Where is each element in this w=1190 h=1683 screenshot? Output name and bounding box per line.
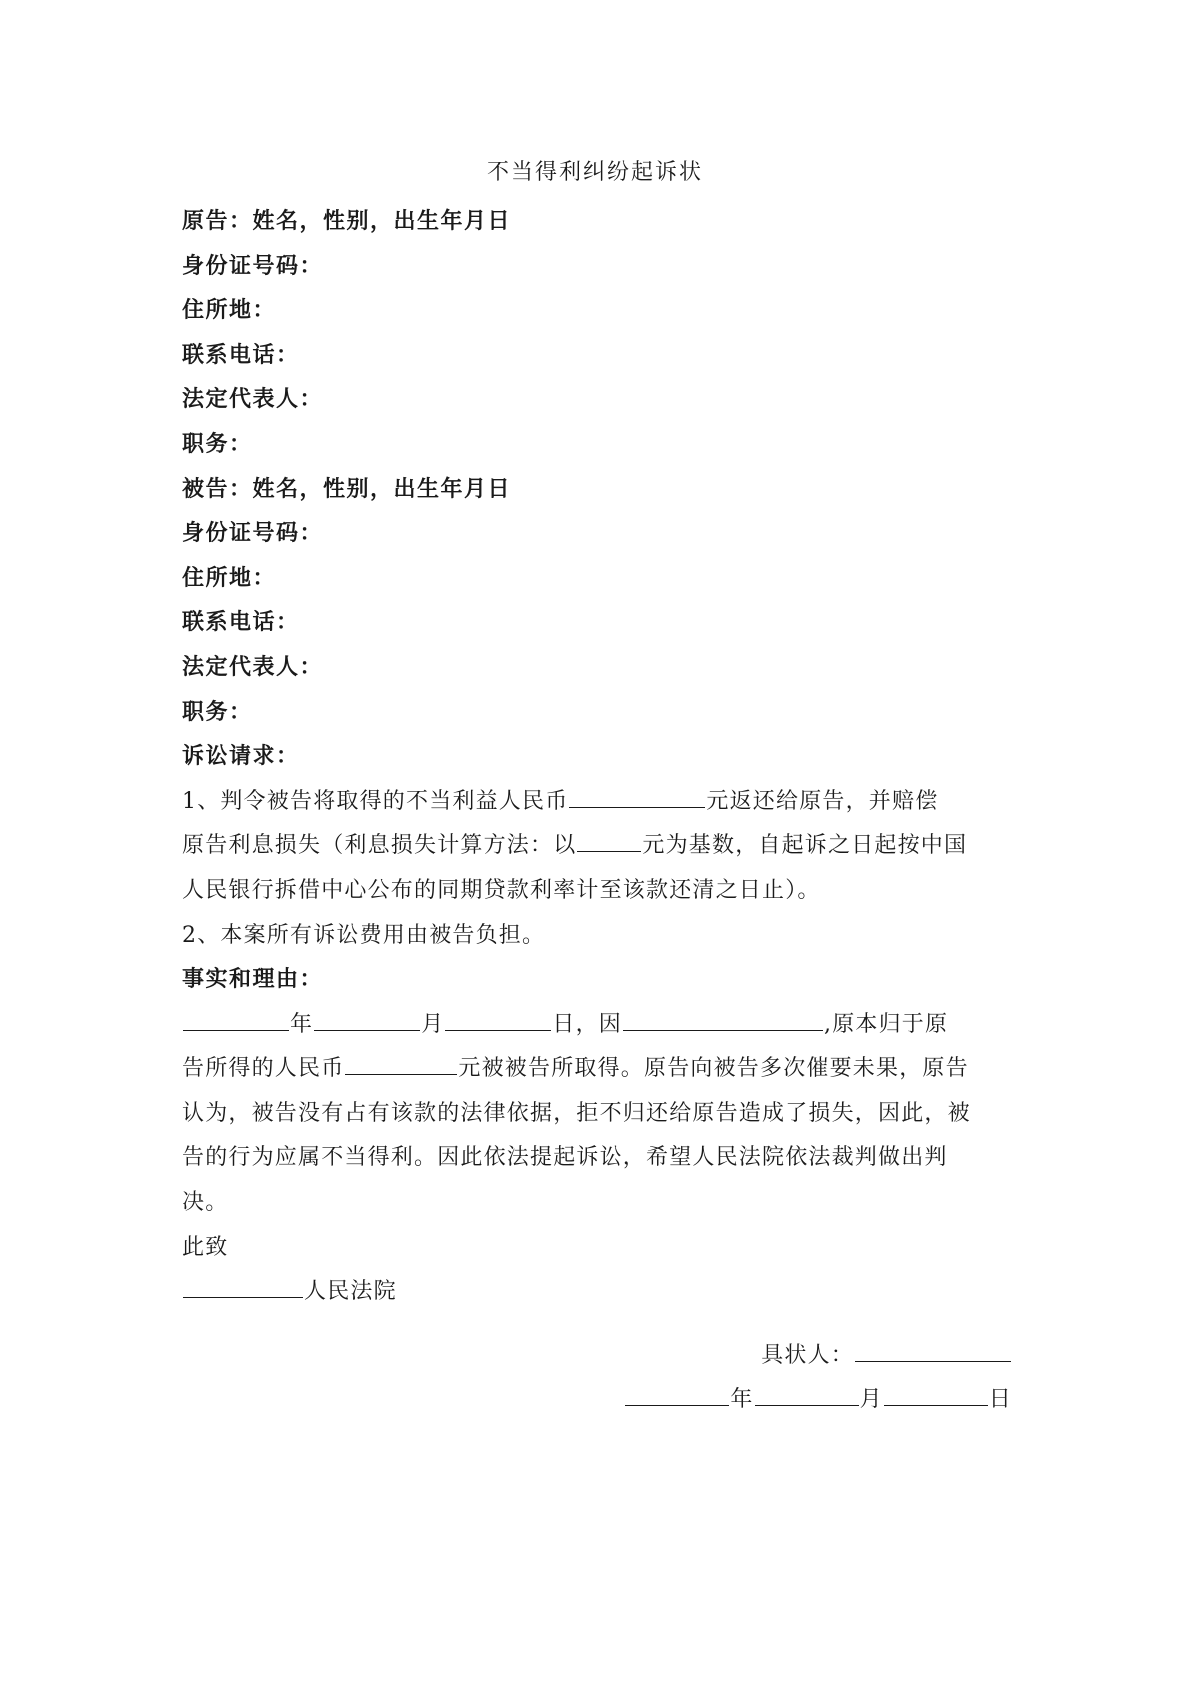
facts-line-1 [182,1003,1012,1048]
facts-line-2-a: 告所得的人民币 [182,1056,345,1082]
facts-heading: 事实和理由： [182,967,324,993]
facts-line-3: 认为，被告没有占有该款的法律依据，拒不归还给原告造成了损失，因此，被 [182,1100,971,1126]
signer-label: 具状人： [761,1343,854,1368]
closing-court-line [182,1270,1012,1315]
claim-1-text-c: 原告利息损失（利息损失计算方法：以 [182,833,577,859]
month-label: 月 [421,1011,445,1037]
sign-month-label: 月 [859,1387,883,1412]
document-body [182,200,1012,1315]
claim-1-text-a: 1、判令被告将取得的不当利益人民币 [182,788,569,814]
sign-day-label: 日 [988,1387,1012,1412]
claim-1-text-b: 元返还给原告，并赔偿 [706,788,939,814]
plaintiff-position: 职务： [182,431,253,457]
signer-blank [855,1341,1011,1362]
defendant-position: 职务： [182,699,253,725]
year-blank [183,1010,289,1031]
claim-item-1-line-3: 人民银行拆借中心公布的同期贷款利率计至该款还清之日止）。 [182,877,821,903]
facts-line-4: 告的行为应属不当得利。因此依法提起诉讼，希望人民法院依法裁判做出判 [182,1145,948,1171]
sign-year-label: 年 [730,1387,754,1412]
defendant-address: 住所地： [182,565,277,591]
defendant-id: 身份证号码： [182,521,324,547]
plaintiff-phone: 联系电话： [182,342,300,368]
year-label: 年 [290,1011,314,1037]
plaintiff-address: 住所地： [182,298,277,324]
rmb-amount-blank [345,1054,457,1075]
defendant-phone: 联系电话： [182,610,300,636]
court-name-blank [183,1277,303,1298]
original-belongs-label: ,原本归于原 [824,1011,949,1037]
defendant-heading: 被告：姓名，性别，出生年月日 [182,476,512,502]
signer-line [761,1334,1012,1378]
sign-date-line [624,1378,1012,1422]
facts-line-5: 决。 [182,1190,229,1216]
facts-line-2-b: 元被被告所取得。原告向被告多次催要未果，原告 [458,1056,969,1082]
day-because-label: 日，因 [552,1011,623,1037]
amount-blank [569,787,705,808]
sign-year-blank [625,1385,729,1406]
court-label: 人民法院 [304,1279,397,1305]
plaintiff-heading: 原告：姓名，性别，出生年月日 [182,209,512,234]
claim-item-1-line-2 [182,824,1012,869]
plaintiff-rep: 法定代表人： [182,387,324,413]
reason-blank [623,1010,823,1031]
claims-heading: 诉讼请求： [182,744,300,770]
claim-item-1-line-1 [182,780,1012,825]
plaintiff-id: 身份证号码： [182,253,324,279]
claim-item-2: 2、本案所有诉讼费用由被告负担。 [182,922,546,948]
closing-to: 此致 [182,1234,229,1260]
month-blank [314,1010,420,1031]
claim-1-text-d: 元为基数，自起诉之日起按中国 [642,833,968,859]
facts-line-2 [182,1047,1012,1092]
document-title: 不当得利纠纷起诉状 [486,160,703,185]
sign-day-blank [884,1385,988,1406]
day-blank [445,1010,551,1031]
defendant-rep: 法定代表人： [182,654,324,680]
sign-month-blank [755,1385,859,1406]
base-amount-blank [577,831,641,852]
